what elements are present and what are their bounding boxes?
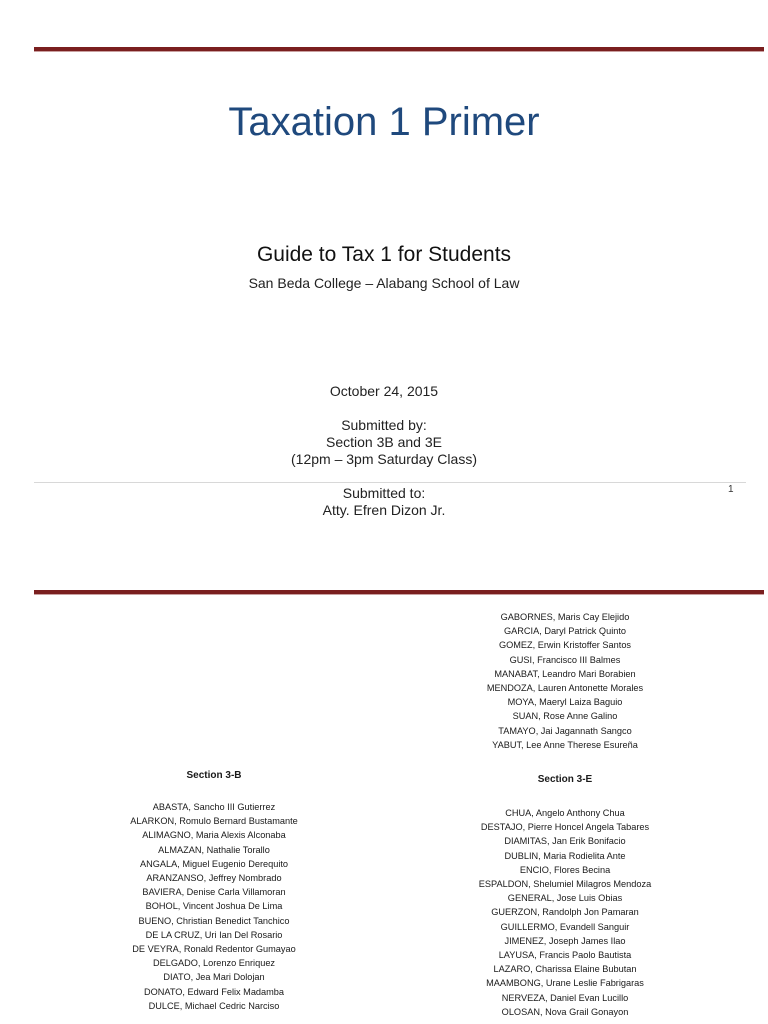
list-item: GUERZON, Randolph Jon Pamaran [491,907,639,918]
list-item: GABORNES, Maris Cay Elejido [500,612,630,622]
submitted-to-name: Atty. Efren Dizon Jr. [322,502,446,518]
list-item: YABUT, Lee Anne Therese Esureña [492,739,638,750]
list-item: JIMENEZ, Joseph James Ilao [504,935,626,946]
list-item: BUENO, Christian Benedict Tanchico [138,915,290,926]
list-item: ALARKON, Romulo Bernard Bustamante [130,816,298,827]
footer-divider [34,482,746,483]
list-item: NERVEZA, Daniel Evan Lucillo [501,992,629,1003]
list-item: DIAMITAS, Jan Erik Bonifacio [504,836,626,847]
list-item: TAMAYO, Jai Jagannath Sangco [498,725,632,736]
list-item: DESTAJO, Pierre Honcel Angela Tabares [480,822,650,833]
list-item: ESPALDON, Shelumiel Milagros Mendoza [478,879,652,890]
submission-date: October 24, 2015 [329,383,439,399]
submitted-by-label: Submitted by: [341,417,427,433]
list-item: DE LA CRUZ, Uri Ian Del Rosario [145,929,283,940]
list-item: ALMAZAN, Nathalie Torallo [158,844,270,855]
list-item: OLOSAN, Nova Grail Gonayon [501,1006,629,1017]
list-item: BOHOL, Vincent Joshua De Lima [145,901,283,912]
section-3b-list [84,800,344,1013]
list-item: ABASTA, Sancho III Gutierrez [152,802,276,812]
list-item: DE VEYRA, Ronald Redentor Gumayao [132,944,296,955]
submitted-by-section: Section 3B and 3E [326,434,442,450]
list-item: GOMEZ, Erwin Kristoffer Santos [498,640,632,651]
list-item: LAZARO, Charissa Elaine Bubutan [493,964,637,975]
list-item: DIATO, Jea Mari Dolojan [163,972,265,983]
list-item: MENDOZA, Lauren Antonette Morales [486,683,644,694]
page-number: 1 [728,484,734,495]
list-item: ALIMAGNO, Maria Alexis Alconaba [142,830,286,841]
page-divider [34,590,764,595]
list-item: BAVIERA, Denise Carla Villamoran [142,887,286,898]
list-item: MANABAT, Leandro Mari Borabien [494,668,636,679]
section-3e-continued-list [435,610,695,752]
school-name: San Beda College – Alabang School of Law [248,275,520,291]
section-3e-heading: Section 3-E [537,774,593,785]
list-item: ARANZANSO, Jeffrey Nombrado [146,873,282,884]
list-item: DULCE, Michael Cedric Narciso [148,1000,280,1011]
section-3b-heading: Section 3-B [186,770,242,781]
list-item: LAYUSA, Francis Paolo Bautista [498,950,632,961]
document-subtitle: Guide to Tax 1 for Students [256,243,512,266]
section-3e-list [435,806,695,1019]
list-item: GENERAL, Jose Luis Obias [507,893,623,904]
list-item: ENCIO, Flores Becina [519,864,611,875]
list-item: GUILLERMO, Evandell Sanguir [500,921,630,932]
list-item: DONATO, Edward Felix Madamba [143,986,285,997]
list-item: ANGALA, Miguel Eugenio Derequito [139,858,289,869]
list-item: SUAN, Rose Anne Galino [512,711,618,722]
submitted-to-label: Submitted to: [342,485,426,501]
list-item: MOYA, Maeryl Laiza Baguio [507,697,623,708]
list-item: DUBLIN, Maria Rodielita Ante [504,850,626,861]
document-title: Taxation 1 Primer [228,100,540,144]
list-item: MAAMBONG, Urane Leslie Fabrigaras [486,978,644,989]
list-item: DELGADO, Lorenzo Enriquez [152,958,276,969]
list-item: CHUA, Angelo Anthony Chua [505,808,625,818]
list-item: GARCIA, Daryl Patrick Quinto [503,626,627,637]
list-item: GUSI, Francisco III Balmes [509,654,621,665]
submitted-by-class: (12pm – 3pm Saturday Class) [291,451,477,467]
